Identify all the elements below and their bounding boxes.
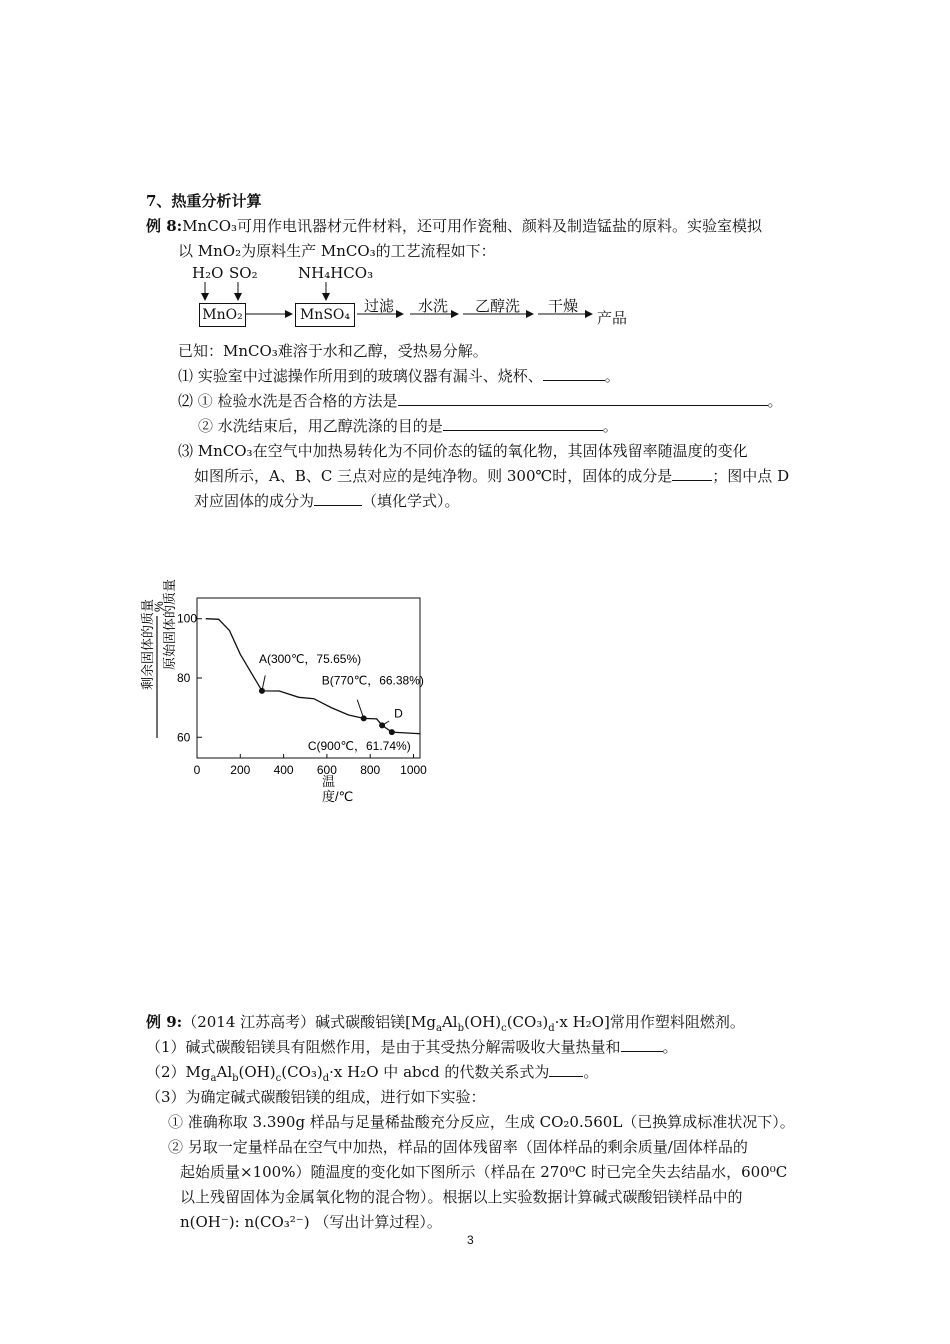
box-mno2: MnO₂: [199, 303, 246, 327]
x-tick-label: 1000: [400, 763, 427, 777]
example8-intro2: 以 MnO₂为原料生产 MnCO₃的工艺流程如下：: [178, 242, 496, 260]
question-9-1-end: 。: [662, 1038, 678, 1056]
answer-blank: [314, 491, 362, 506]
question-9-1: [146, 1037, 678, 1057]
x-axis-label: 温度/℃: [322, 774, 354, 804]
question-9-3-step2-line2: 起始质量×100%）随温度的变化如下图所示（样品在 270⁰C 时已完全失去结晶水，600⁰C: [180, 1163, 788, 1181]
step-filter: 过滤: [364, 297, 395, 315]
question-9-3: （3）为确定碱式碳酸铝镁的组成，进行如下实验：: [146, 1088, 486, 1106]
question-9-3-step2-line1: ② 另取一定量样品在空气中加热，样品的固体残留率（固体样品的剩余质量/固体样品的: [168, 1138, 748, 1156]
question-8-2a: [178, 391, 783, 411]
example9-label: 例 9:: [146, 1013, 183, 1031]
example9-intro: [146, 1012, 745, 1032]
point-label: A(300℃，75.65%): [258, 651, 362, 666]
question-9-3-step2-line4: n(OH⁻): n(CO₃²⁻) （写出计算过程）。: [180, 1213, 442, 1231]
reagent-nh4hco3: NH₄HCO₃: [298, 264, 374, 282]
question-8-3-line2a: 如图所示，A、B、C 三点对应的是纯净物。则 300℃时，固体的成分是: [194, 467, 673, 485]
question-9-3-step2-line3: 以上残留固体为金属氧化物的混合物）。根据以上实验数据计算碱式碳酸铝镁样品中的: [180, 1188, 743, 1206]
y-axis-label-denominator: 原始固体的质量: [162, 578, 177, 670]
x-tick-label: 800: [360, 763, 381, 777]
flow-arrows: [0, 0, 950, 340]
known-condition: 已知：MnCO₃难溶于水和乙醇，受热易分解。: [178, 342, 488, 360]
section-title: 7、热重分析计算: [146, 192, 262, 210]
question-8-1-end: 。: [604, 367, 620, 385]
answer-blank: [543, 366, 605, 381]
answer-blank: [621, 1037, 663, 1052]
y-axis-label-numerator: 剩余固体的质量: [140, 598, 155, 690]
page-number: 3: [467, 1233, 474, 1247]
point-label: C(900℃，61.74%): [307, 739, 411, 754]
x-tick-label: 600: [316, 763, 337, 777]
y-tick-label: 60: [177, 730, 191, 745]
answer-blank: [549, 1062, 583, 1077]
data-point: [389, 729, 395, 735]
question-8-2b-text: ② 水洗结束后，用乙醇洗涤的目的是: [198, 417, 443, 435]
question-8-2a-text: ⑵ ① 检验水洗是否合格的方法是: [178, 392, 398, 410]
question-8-2b-end: 。: [602, 417, 618, 435]
step-water-wash: 水洗: [418, 297, 449, 315]
x-tick-label: 200: [230, 763, 251, 777]
example8-label: 例 8:: [146, 217, 183, 235]
point-label: B(770℃，66.38%): [321, 673, 424, 688]
answer-blank: [672, 466, 712, 481]
data-point: [361, 715, 367, 721]
question-9-1-text: （1）碱式碳酸铝镁具有阻燃作用，是由于其受热分解需吸收大量热量和: [146, 1038, 621, 1056]
y-tick-label: 100: [177, 611, 198, 626]
x-tick-label: 0: [193, 763, 201, 777]
question-9-2-text: $(2)Mg_aAl_b(OH)_c(CO_3)_d\cdot x$ H₂O 中 abcd 的代数关系式为: [146, 1063, 550, 1084]
reagent-h2o: H₂O: [192, 264, 224, 282]
box-mnso4: MnSO₄: [295, 303, 355, 327]
example9-intro-text: （2014 江苏高考）碱式碳酸铝镁[$Mg_aAl_b(OH)_c(CO_3)_d\cdot x$ H₂O]常用作塑料阻燃剂。: [182, 1013, 745, 1034]
question-8-3-line3b: （填化学式）。: [362, 492, 460, 510]
y-axis-unit: %: [152, 601, 166, 612]
question-8-3-line3: [194, 491, 460, 511]
question-9-3-step1: ① 准确称取 3.390g 样品与足量稀盐酸充分反应，生成 CO₂0.560L（已换算成标准状况下）。: [168, 1113, 795, 1131]
question-8-3-line1: ⑶ MnCO₃在空气中加热易转化为不同价态的锰的氧化物，其固体残留率随温度的变化: [178, 442, 748, 460]
point-label: D: [394, 706, 403, 721]
reagent-so2: SO₂: [229, 264, 258, 282]
product-label: 产品: [597, 309, 628, 327]
question-8-1: [178, 366, 620, 386]
step-dry: 干燥: [548, 297, 579, 315]
example8-intro1: MnCO₃可用作电讯器材元件材料，还可用作瓷釉、颜料及制造锰盐的原料。实验室模拟: [182, 217, 763, 235]
thermogravimetric-chart: [0, 520, 950, 820]
answer-blank: [398, 391, 768, 406]
step-ethanol-wash: 乙醇洗: [475, 297, 521, 315]
question-8-1-text: ⑴ 实验室中过滤操作所用到的玻璃仪器有漏斗、烧杯、: [178, 367, 543, 385]
question-9-2: [146, 1062, 598, 1082]
question-8-3-line2b: ；图中点 D: [712, 467, 790, 485]
question-8-2b: [198, 416, 618, 436]
question-9-2-end: 。: [583, 1063, 599, 1081]
question-8-2a-end: 。: [767, 392, 783, 410]
question-8-3-line3a: 对应固体的成分为: [194, 492, 315, 510]
x-tick-label: 400: [273, 763, 294, 777]
answer-blank: [443, 416, 603, 431]
question-8-3-line2: [194, 466, 789, 486]
y-tick-label: 80: [177, 671, 191, 685]
leader-line: [357, 700, 364, 719]
